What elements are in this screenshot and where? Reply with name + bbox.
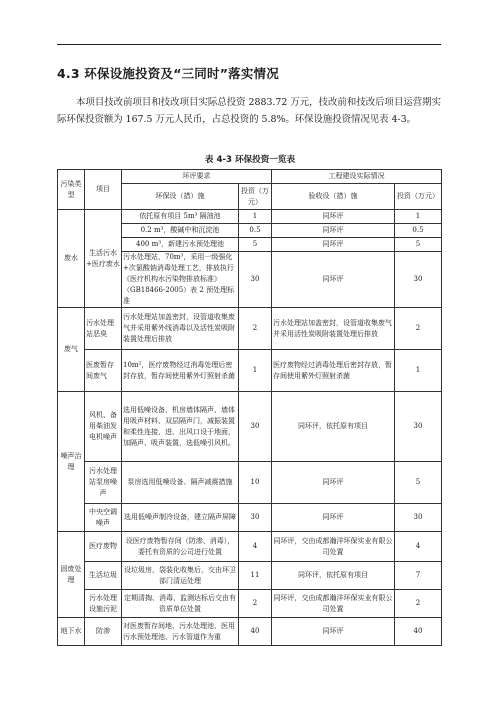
table-row-item: 风机、备用柴油发电机噪声 [85, 392, 122, 462]
table-row-actual-investment: 0.5 [395, 224, 442, 238]
table-row-eia-investment: 11 [239, 562, 272, 590]
investment-table [57, 169, 442, 646]
item-sewage: 生活污水+医疗废水 [85, 210, 122, 308]
table-row-item: 污水处理站恶臭 [85, 308, 122, 350]
table-row-item: 污水处理站泵房噪声 [85, 462, 122, 504]
table-row-eia-investment: 0.5 [239, 224, 272, 238]
header-actual-investment: 投资（万元） [395, 184, 442, 210]
table-row-item: 生活垃圾 [85, 562, 122, 590]
table-row-acceptance: 同环评 [272, 504, 395, 532]
table-row-actual-investment: 5 [395, 462, 442, 504]
header-eia-investment: 投资（万元） [239, 184, 272, 210]
table-row-eia-investment: 30 [239, 252, 272, 308]
table-row-acceptance: 同环评 [272, 224, 395, 238]
group-waste-gas: 废气 [58, 308, 85, 392]
table-row-actual-investment: 1 [395, 350, 442, 392]
header-actual-group: 工程建设实际情况 [272, 170, 442, 184]
table-row-eia-facility: 选用低噪声制冷设备，建立隔声屏障 [122, 504, 239, 532]
table-row-eia-facility: 10m²，医疗废物经过消毒处理后密封存放，暂存间使用紫外灯照射杀菌 [122, 350, 239, 392]
table-row-eia-investment: 2 [239, 308, 272, 350]
table-row-actual-investment: 2 [395, 308, 442, 350]
table-row-item: 医废暂存间废气 [85, 350, 122, 392]
group-groundwater: 地下水 [58, 618, 85, 646]
table-row-eia-facility: 定期清掏、消毒，监测达标后交由有资质单位处置 [122, 590, 239, 618]
table-row-acceptance: 同环评 [272, 462, 395, 504]
table-row-eia-facility: 污水处理站加盖密封，设管道收集废气并采用紫外线消毒以及活性炭吸附装置处理后排放 [122, 308, 239, 350]
table-row-item: 医疗废物 [85, 532, 122, 562]
table-row-item: 防渗 [85, 618, 122, 646]
table-row-item: 污水处理设施污泥 [85, 590, 122, 618]
table-row-actual-investment: 40 [395, 618, 442, 646]
header-item: 项目 [85, 170, 122, 210]
intro-paragraph: 本项目技改前项目和技改项目实际总投资 2883.72 万元，技改前和技改后项目运营期实际环保投资额为 167.5 万元人民币，占总投资的 5.8%。环保设施投资情况见表 4-3。 [57, 97, 441, 125]
table-row-acceptance: 同环评，依托原有项目 [272, 562, 395, 590]
table-row-eia-investment: 5 [239, 238, 272, 252]
table-row-item: 中央空调噪声 [85, 504, 122, 532]
table-row-actual-investment: 30 [395, 504, 442, 532]
table-row-actual-investment: 2 [395, 590, 442, 618]
table-row-eia-investment: 1 [239, 350, 272, 392]
table-row-eia-facility: 0.2 m³，酸碱中和沉淀池 [122, 224, 239, 238]
header-eia-group: 环评要求 [122, 170, 272, 184]
table-row-eia-investment: 4 [239, 532, 272, 562]
group-wastewater: 废水 [58, 210, 85, 308]
table-row-acceptance: 污水处理站加盖密封，设管道收集废气并采用活性炭吸附装置处理后排放 [272, 308, 395, 350]
table-row-actual-investment: 4 [395, 532, 442, 562]
header-category: 污染类型 [58, 170, 85, 210]
table-row-actual-investment: 7 [395, 562, 442, 590]
table-row-eia-investment: 1 [239, 210, 272, 224]
table-row-eia-investment: 2 [239, 590, 272, 618]
page-header-rule [57, 44, 441, 45]
table-row-eia-investment: 40 [239, 618, 272, 646]
table-row-actual-investment: 30 [395, 252, 442, 308]
table-row-acceptance: 同环评 [272, 618, 395, 646]
group-solid-waste: 固废处理 [58, 532, 85, 618]
table-row-eia-investment: 10 [239, 462, 272, 504]
table-row-actual-investment: 5 [395, 238, 442, 252]
table-row-eia-facility: 400 m³，新建污水预处理池 [122, 238, 239, 252]
table-row-actual-investment: 30 [395, 392, 442, 462]
section-title: 4.3 环保设施投资及“三同时”落实情况 [57, 66, 279, 81]
header-actual-acceptance: 验收设（措）施 [272, 184, 395, 210]
table-row-acceptance: 同环评 [272, 238, 395, 252]
header-eia-facility: 环保设（措）施 [122, 184, 239, 210]
group-noise: 噪声治理 [58, 392, 85, 532]
table-row-eia-investment: 30 [239, 504, 272, 532]
table-row-acceptance: 同环评，依托原有项目 [272, 392, 395, 462]
table-row-acceptance: 医疗废物经过消毒处理后密封存放，暂存间使用紫外灯照射杀菌 [272, 350, 395, 392]
table-row-eia-facility: 泵房选用低噪设备、隔声减震措施 [122, 462, 239, 504]
table-row-eia-facility: 污水处理站，70m³，采用一级强化+次氯酸钠消毒处理工艺，排放执行《医疗机构水污染物排放标准》（GB18466-2005）表 2 预处理标准 [122, 252, 239, 308]
table-row-eia-facility: 对医废暂存间地、污水处理池、医用污水预处理池、污水管道作为重 [122, 618, 239, 646]
table-row-eia-facility: 设医疗废物暂存间（防渗、消毒），委托有资质的公司进行处置 [122, 532, 239, 562]
table-row-acceptance: 同环评，交由成都瀚洋环保实业有限公司处置 [272, 590, 395, 618]
table-row-acceptance: 同环评，交由成都瀚洋环保实业有限公司处置 [272, 532, 395, 562]
table-row-actual-investment: 1 [395, 210, 442, 224]
table-caption: 表 4-3 环保投资一览表 [204, 155, 296, 165]
table-row-acceptance: 同环评 [272, 210, 395, 224]
table-row-eia-investment: 30 [239, 392, 272, 462]
table-row-eia-facility: 设垃圾房，袋装化收集后，交由环卫部门清运处理 [122, 562, 239, 590]
table-row-eia-facility: 选用低噪设备、机房墙体隔声、墙体用吸声材料、双层隔声门，减振装置和柔性连接，进、出风口设于地面，加隔声、吸声装置，选低噪引风机。 [122, 392, 239, 462]
table-row-eia-facility: 依托原有项目 5m³ 隔油池 [122, 210, 239, 224]
table-row-acceptance: 同环评 [272, 252, 395, 308]
